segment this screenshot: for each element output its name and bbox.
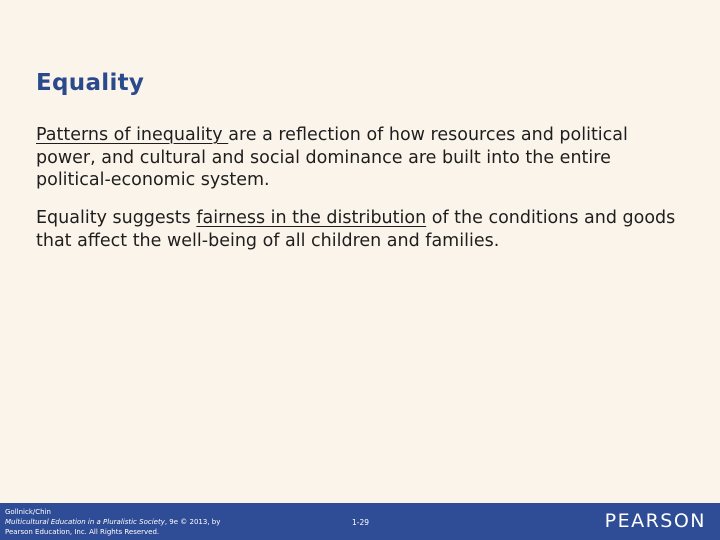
underlined-phrase-fairness: fairness in the distribution: [196, 208, 427, 228]
paragraph-2-text-after: of the conditions and goods that affect the well-being of all children and families.: [36, 208, 676, 251]
paragraph-patterns-of-inequality: [36, 124, 686, 192]
citation-authors: Gollnick/Chin: [5, 508, 51, 516]
citation-edition: , 9e © 2013, by: [164, 518, 221, 526]
paragraph-equality-suggests: [36, 207, 686, 252]
paragraph-1-text: are a reflection of how resources and political power, and cultural and social dominance are built into the entire political-economic system.: [36, 125, 628, 190]
paragraph-2-text-before: Equality suggests: [36, 208, 197, 228]
pearson-logo: PEARSON: [604, 510, 706, 532]
citation-book-line: [5, 517, 220, 527]
citation-book-title: Multicultural Education in a Pluralistic Society: [5, 518, 165, 526]
slide-number: 1-29: [352, 518, 370, 527]
footer-citation: [5, 507, 220, 537]
slide-title: Equality: [36, 70, 145, 96]
footer-bar: [0, 503, 720, 540]
underlined-phrase-patterns-of-inequality: Patterns of inequality: [36, 125, 229, 145]
citation-copyright: Pearson Education, Inc. All Rights Reserved.: [5, 528, 160, 536]
